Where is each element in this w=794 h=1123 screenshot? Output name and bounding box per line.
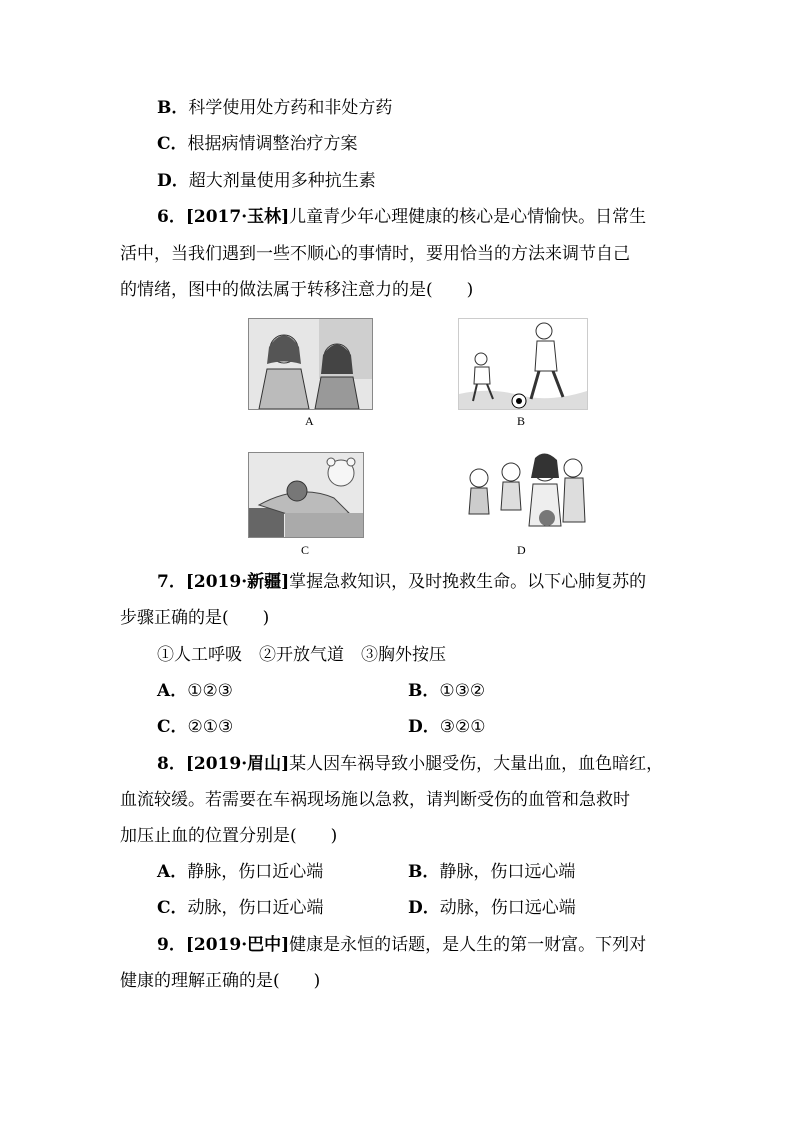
figure-d-caption: D bbox=[517, 543, 526, 557]
q6-stem-line-1 bbox=[157, 206, 646, 228]
figure-c-girl-crying bbox=[248, 452, 364, 538]
option-label: B． bbox=[408, 681, 440, 701]
option-text: ①②③ bbox=[187, 681, 233, 701]
figure-d-children-playing bbox=[458, 447, 588, 539]
q8-stem-line-3: 加压止血的位置分别是( ) bbox=[120, 826, 338, 846]
question-number: 6． bbox=[157, 207, 186, 227]
figure-b-drawing bbox=[459, 319, 587, 409]
option-text: 根据病情调整治疗方案 bbox=[187, 134, 358, 154]
question-number: 9． bbox=[157, 935, 186, 955]
option-text: 动脉，伤口近心端 bbox=[187, 898, 324, 918]
q7-stem-line-1 bbox=[157, 571, 646, 593]
q7-stem-line-2: 步骤正确的是( ) bbox=[120, 608, 270, 628]
q5-option-c bbox=[157, 133, 358, 155]
option-label: A． bbox=[157, 681, 188, 701]
q7-steps: ①人工呼吸 ②开放气道 ③胸外按压 bbox=[157, 645, 446, 665]
question-source: [2019·巴中] bbox=[185, 935, 290, 955]
option-label: C． bbox=[157, 717, 188, 737]
option-text: 超大剂量使用多种抗生素 bbox=[188, 171, 376, 191]
q6-stem-line-2: 活中，当我们遇到一些不顺心的事情时，要用恰当的方法来调节自己 bbox=[120, 244, 630, 264]
q6-stem-line-3: 的情绪，图中的做法属于转移注意力的是( ) bbox=[120, 280, 474, 300]
figure-a-drawing bbox=[249, 319, 372, 409]
option-label: A． bbox=[157, 862, 188, 882]
q9-stem-line-2: 健康的理解正确的是( ) bbox=[120, 971, 321, 991]
q7-option-d bbox=[408, 716, 485, 738]
q9-stem-line-1 bbox=[157, 934, 646, 956]
question-text: 掌握急救知识，及时挽救生命。以下心肺复苏的 bbox=[289, 572, 647, 592]
figure-b-playing-football bbox=[458, 318, 588, 410]
option-label: B． bbox=[408, 862, 440, 882]
question-text: 某人因车祸导致小腿受伤，大量出血，血色暗红， bbox=[289, 754, 664, 774]
q5-option-d bbox=[157, 170, 376, 192]
q8-option-b bbox=[408, 861, 575, 883]
figure-b-caption: B bbox=[517, 414, 526, 428]
question-number: 8． bbox=[157, 754, 186, 774]
q8-stem-line-1 bbox=[157, 753, 663, 775]
q8-option-d bbox=[408, 897, 576, 919]
option-text: 静脉，伤口远心端 bbox=[439, 862, 576, 882]
option-label: C． bbox=[157, 134, 188, 154]
figure-a-girls-talking bbox=[248, 318, 373, 410]
question-source: [2019·新疆] bbox=[185, 572, 290, 592]
question-source: [2017·玉林] bbox=[185, 207, 290, 227]
option-label: D． bbox=[157, 171, 189, 191]
figure-c-drawing bbox=[249, 453, 363, 537]
figure-a-caption: A bbox=[305, 414, 314, 428]
option-text: 动脉，伤口远心端 bbox=[439, 898, 576, 918]
option-label: C． bbox=[157, 898, 188, 918]
figure-d-drawing bbox=[459, 448, 587, 538]
q7-option-c bbox=[157, 716, 233, 738]
q7-option-a bbox=[157, 680, 233, 702]
q8-option-a bbox=[157, 861, 323, 883]
question-text: 健康是永恒的话题，是人生的第一财富。下列对 bbox=[289, 935, 647, 955]
question-text: 儿童青少年心理健康的核心是心情愉快。日常生 bbox=[289, 207, 647, 227]
figure-c-caption: C bbox=[301, 543, 310, 557]
option-text: ①③② bbox=[439, 681, 486, 701]
option-text: 科学使用处方药和非处方药 bbox=[188, 98, 393, 118]
option-label: B． bbox=[157, 98, 189, 118]
q8-stem-line-2: 血流较缓。若需要在车祸现场施以急救，请判断受伤的血管和急救时 bbox=[120, 790, 630, 810]
option-text: ③②① bbox=[439, 717, 486, 737]
option-text: 静脉，伤口近心端 bbox=[187, 862, 324, 882]
option-label: D． bbox=[408, 717, 440, 737]
question-number: 7． bbox=[157, 572, 186, 592]
question-source: [2019·眉山] bbox=[185, 754, 290, 774]
option-text: ②①③ bbox=[187, 717, 234, 737]
q5-option-b bbox=[157, 97, 392, 119]
option-label: D． bbox=[408, 898, 440, 918]
q8-option-c bbox=[157, 897, 324, 919]
q7-option-b bbox=[408, 680, 485, 702]
